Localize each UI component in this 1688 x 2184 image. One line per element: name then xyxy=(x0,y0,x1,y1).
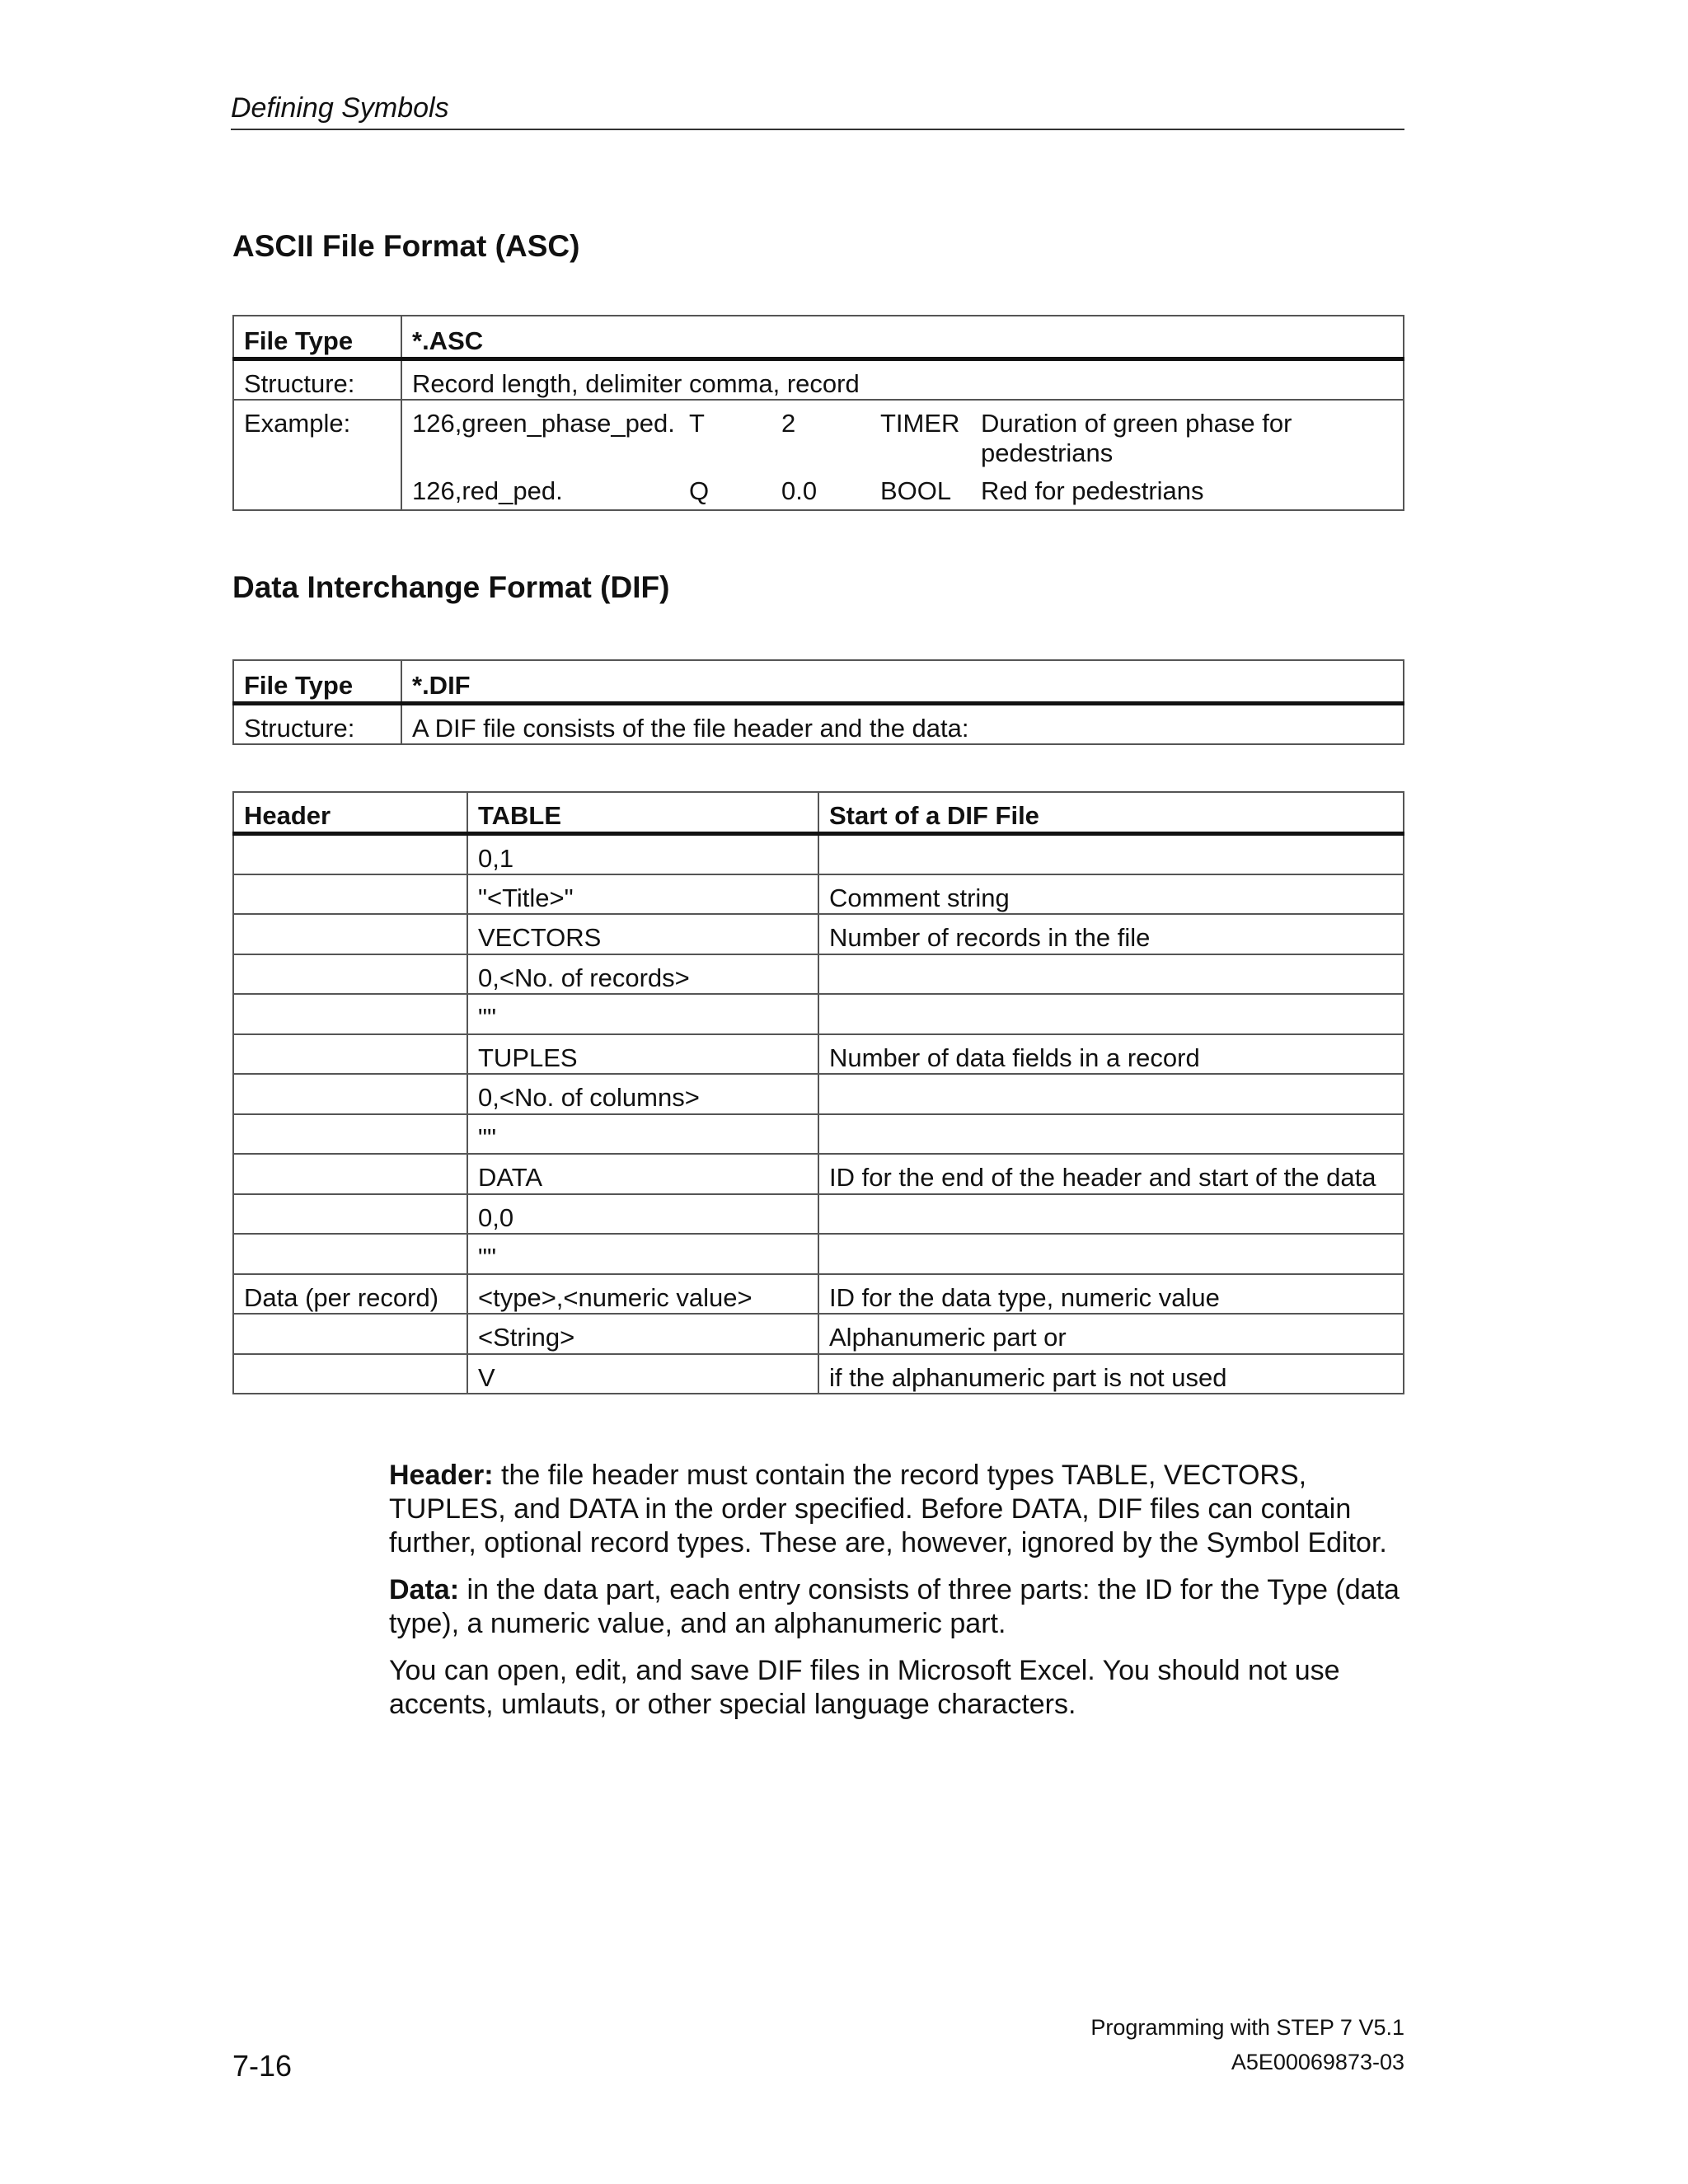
dif-structure-label: Structure: xyxy=(233,703,401,744)
dif-table-cell: TUPLES xyxy=(467,1034,818,1075)
table-row xyxy=(233,1354,1404,1394)
data-note-text: in the data part, each entry consists of three parts: the ID for the Type (data type), a numeric value, and an alphanumeric part. xyxy=(389,1574,1400,1639)
dif-header-cell xyxy=(233,1114,467,1155)
dif-table-cell: 0,0 xyxy=(467,1194,818,1235)
dif-header-cell xyxy=(233,954,467,995)
header-note-text: the file header must contain the record types TABLE, VECTORS, TUPLES, and DATA in the order specified. Before DATA, DIF files can contain further, optional record types. These are, however, ignored by the Symbol Editor. xyxy=(389,1460,1387,1558)
asc-example-label: Example: xyxy=(233,400,401,510)
table-row xyxy=(233,1234,1404,1274)
table-row xyxy=(233,1154,1404,1194)
asc-section-title: ASCII File Format (ASC) xyxy=(232,229,580,263)
example-data-type: TIMER xyxy=(880,409,960,438)
dif-structure-value: A DIF file consists of the file header and the data: xyxy=(401,703,1404,744)
running-header: Defining Symbols xyxy=(231,92,449,124)
table-row xyxy=(233,1274,1404,1315)
dif-table-cell: <String> xyxy=(467,1314,818,1354)
dif-table-cell: <type>,<numeric value> xyxy=(467,1274,818,1315)
dif-col-table: TABLE xyxy=(467,792,818,833)
asc-file-type-label: File Type xyxy=(233,316,401,359)
example-address-type: Q xyxy=(689,476,710,505)
header-note xyxy=(389,1459,1403,1560)
dif-col-header: Header xyxy=(233,792,467,833)
page-number: 7-16 xyxy=(232,2049,293,2083)
dif-table-cell: 0,1 xyxy=(467,833,818,874)
dif-description-cell: ID for the data type, numeric value xyxy=(818,1274,1404,1315)
dif-table-body xyxy=(233,792,1404,1394)
dif-description-cell xyxy=(818,833,1404,874)
dif-table-cell: V xyxy=(467,1354,818,1394)
dif-description-cell xyxy=(818,1194,1404,1235)
dif-description-cell: Alphanumeric part or xyxy=(818,1314,1404,1354)
table-row xyxy=(233,833,1404,874)
dif-table-cell: "" xyxy=(467,1114,818,1155)
header-rule xyxy=(231,129,1404,130)
dif-file-type-row xyxy=(233,660,1404,703)
asc-structure-value: Record length, delimiter comma, record xyxy=(401,359,1404,400)
dif-description-cell xyxy=(818,1234,1404,1274)
dif-header-cell xyxy=(233,1354,467,1394)
dif-table-header-row xyxy=(233,792,1404,833)
example-address: 0.0 xyxy=(781,476,818,505)
notes-block xyxy=(389,1459,1403,1735)
table-row xyxy=(233,914,1404,954)
table-row xyxy=(233,954,1404,995)
asc-example-row xyxy=(233,400,1404,510)
dif-structure-table xyxy=(232,791,1404,1394)
example-record: 126,green_phase_ped. xyxy=(412,409,675,438)
dif-description-cell xyxy=(818,954,1404,995)
dif-description-cell xyxy=(818,1114,1404,1155)
dif-table-cell: VECTORS xyxy=(467,914,818,954)
dif-description-cell xyxy=(818,994,1404,1034)
dif-description-cell: Number of records in the file xyxy=(818,914,1404,954)
dif-header-cell xyxy=(233,1314,467,1354)
dif-section-title: Data Interchange Format (DIF) xyxy=(232,570,670,604)
dif-header-cell xyxy=(233,1154,467,1194)
dif-header-cell xyxy=(233,1074,467,1114)
dif-table-cell: "" xyxy=(467,1234,818,1274)
dif-description-cell: Number of data fields in a record xyxy=(818,1034,1404,1075)
example-comment: Red for pedestrians xyxy=(981,476,1204,505)
dif-file-type-label: File Type xyxy=(233,660,401,703)
excel-note: You can open, edit, and save DIF files in Microsoft Excel. You should not use accents, umlauts, or other special language characters. xyxy=(389,1655,1340,1720)
table-row xyxy=(233,1034,1404,1075)
dif-table-cell: 0,<No. of records> xyxy=(467,954,818,995)
footer-order-number: A5E00069873-03 xyxy=(1231,2050,1404,2074)
table-row xyxy=(233,994,1404,1034)
dif-header-cell xyxy=(233,1234,467,1274)
dif-description-cell: if the alphanumeric part is not used xyxy=(818,1354,1404,1394)
dif-structure-row xyxy=(233,703,1404,744)
example-record: 126,red_ped. xyxy=(412,476,563,505)
asc-example-line xyxy=(412,409,1393,468)
dif-header-cell xyxy=(233,874,467,915)
dif-col-description: Start of a DIF File xyxy=(818,792,1404,833)
asc-example-cell xyxy=(401,400,1404,510)
dif-description-cell: ID for the end of the header and start of the data xyxy=(818,1154,1404,1194)
dif-file-type-value: *.DIF xyxy=(401,660,1404,703)
dif-description-cell: Comment string xyxy=(818,874,1404,915)
example-comment: Duration of green phase for pedestrians xyxy=(981,409,1292,467)
dif-table-cell: "<Title>" xyxy=(467,874,818,915)
dif-table-cell: "" xyxy=(467,994,818,1034)
asc-file-type-table xyxy=(232,315,1404,511)
dif-description-cell xyxy=(818,1074,1404,1114)
asc-example-line xyxy=(412,476,1393,506)
example-address-type: T xyxy=(689,409,705,438)
dif-header-cell xyxy=(233,1034,467,1075)
data-note xyxy=(389,1573,1403,1641)
table-row xyxy=(233,1314,1404,1354)
dif-header-cell xyxy=(233,914,467,954)
dif-header-cell xyxy=(233,833,467,874)
table-row xyxy=(233,874,1404,915)
dif-header-cell xyxy=(233,994,467,1034)
table-row xyxy=(233,1114,1404,1155)
asc-file-type-value: *.ASC xyxy=(401,316,1404,359)
dif-header-cell: Data (per record) xyxy=(233,1274,467,1315)
table-row xyxy=(233,1074,1404,1114)
dif-table-cell: DATA xyxy=(467,1154,818,1194)
header-note-label: Header: xyxy=(389,1460,494,1491)
asc-structure-row xyxy=(233,359,1404,400)
table-row xyxy=(233,1194,1404,1235)
data-note-label: Data: xyxy=(389,1574,460,1605)
dif-file-type-table xyxy=(232,659,1404,745)
example-address: 2 xyxy=(781,409,796,438)
footer-manual-title: Programming with STEP 7 V5.1 xyxy=(1090,2015,1404,2040)
dif-table-cell: 0,<No. of columns> xyxy=(467,1074,818,1114)
example-data-type: BOOL xyxy=(880,476,952,505)
dif-header-cell xyxy=(233,1194,467,1235)
asc-file-type-row xyxy=(233,316,1404,359)
asc-structure-label: Structure: xyxy=(233,359,401,400)
